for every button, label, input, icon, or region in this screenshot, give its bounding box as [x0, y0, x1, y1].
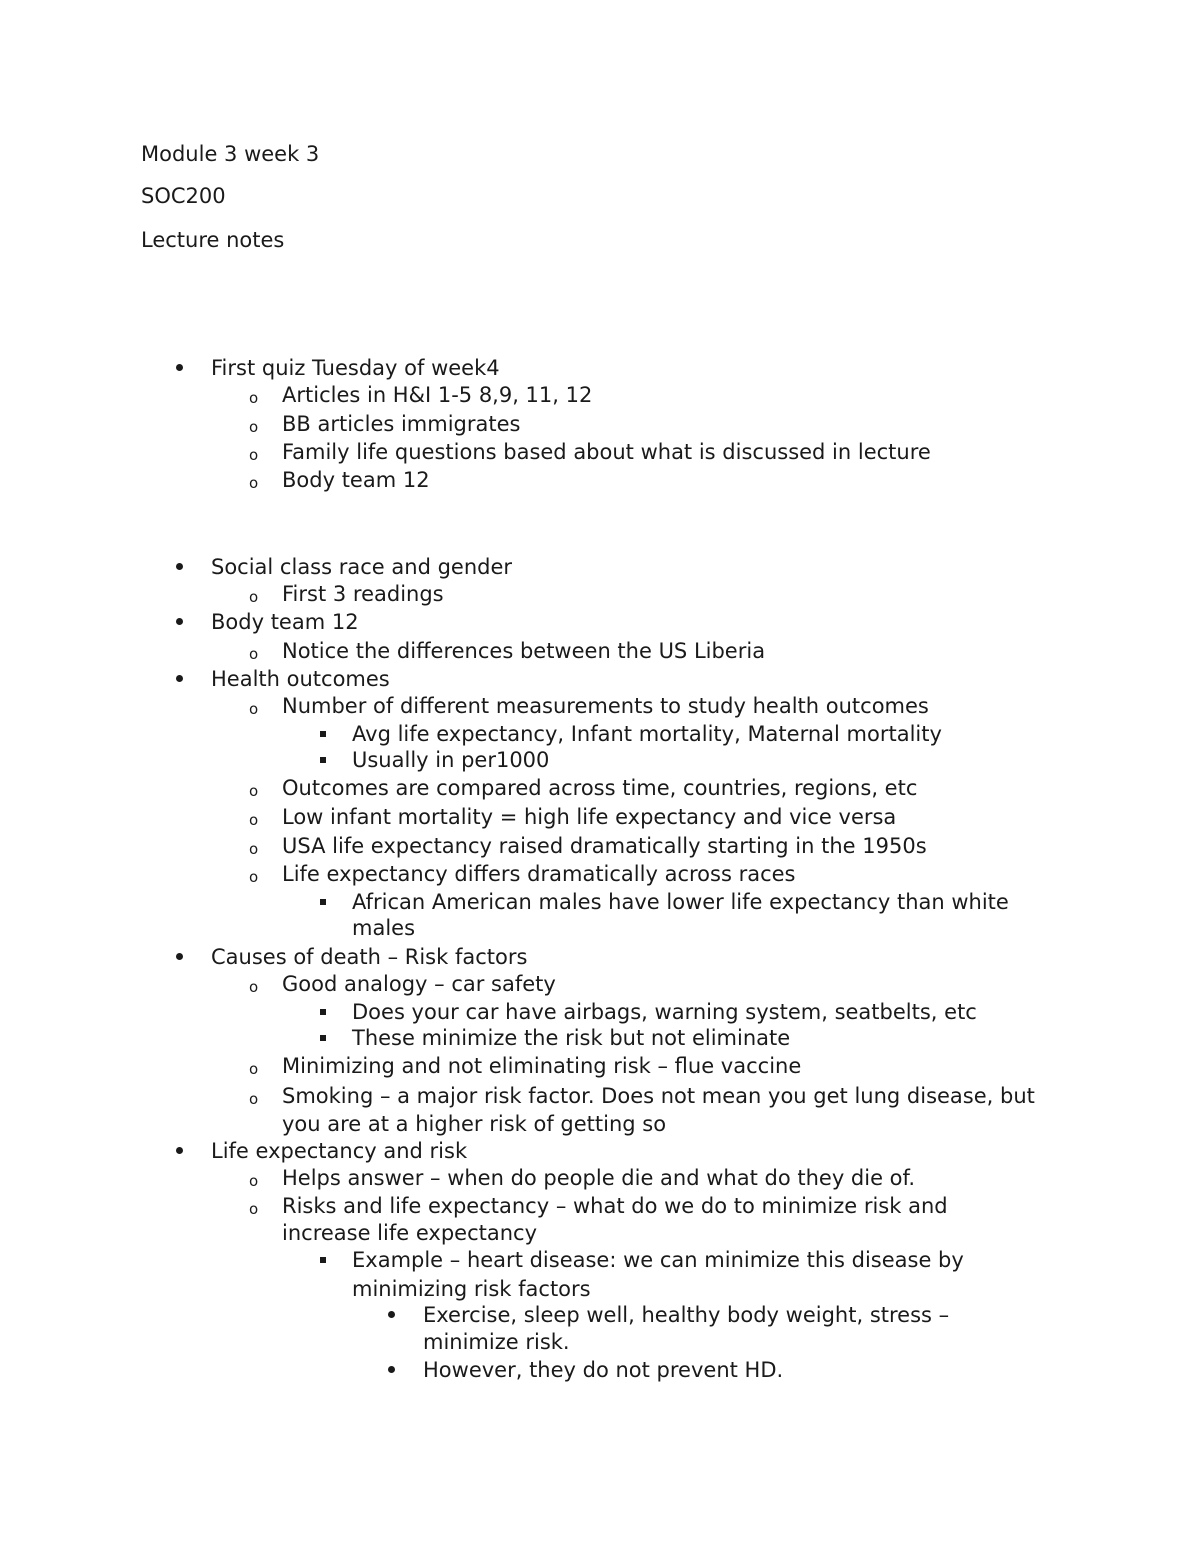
bullet-circle-icon: o	[249, 840, 259, 858]
bullet-dot-icon	[176, 1147, 183, 1154]
bullet-circle-icon: o	[249, 389, 259, 407]
list-item: However, they do not prevent HD.	[423, 1358, 784, 1382]
list-item: Exercise, sleep well, healthy body weight, stress –	[423, 1303, 950, 1327]
list-item: males	[352, 916, 416, 940]
bullet-circle-icon: o	[249, 418, 259, 436]
doc-subtitle: Lecture notes	[141, 228, 285, 252]
bullet-circle-icon: o	[249, 782, 259, 800]
list-item: Minimizing and not eliminating risk – flue vaccine	[282, 1054, 802, 1078]
course-code: SOC200	[141, 184, 226, 208]
list-item: Body team 12	[282, 468, 430, 492]
bullet-dot-icon	[388, 1311, 395, 1318]
bullet-circle-icon: o	[249, 1060, 259, 1078]
bullet-circle-icon: o	[249, 978, 259, 996]
list-item: Risks and life expectancy – what do we do to minimize risk and	[282, 1194, 948, 1218]
list-item: Smoking – a major risk factor. Does not mean you get lung disease, but	[282, 1084, 1035, 1108]
list-item: Body team 12	[211, 610, 359, 634]
list-item: First quiz Tuesday of week4	[211, 356, 500, 380]
list-item: Helps answer – when do people die and what do they die of.	[282, 1166, 916, 1190]
bullet-dot-icon	[176, 675, 183, 682]
bullet-circle-icon: o	[249, 868, 259, 886]
bullet-square-icon	[320, 1257, 326, 1263]
list-item: Good analogy – car safety	[282, 972, 556, 996]
list-item: African American males have lower life expectancy than white	[352, 890, 1009, 914]
list-item: Notice the differences between the US Liberia	[282, 639, 766, 663]
bullet-circle-icon: o	[249, 1090, 259, 1108]
list-item: First 3 readings	[282, 582, 444, 606]
bullet-circle-icon: o	[249, 811, 259, 829]
list-item: Usually in per1000	[352, 748, 550, 772]
list-item: Articles in H&I 1-5 8,9, 11, 12	[282, 383, 593, 407]
bullet-square-icon	[320, 1035, 326, 1041]
bullet-square-icon	[320, 899, 326, 905]
list-item: Life expectancy differs dramatically across races	[282, 862, 796, 886]
list-item: Causes of death – Risk factors	[211, 945, 528, 969]
bullet-dot-icon	[176, 953, 183, 960]
bullet-square-icon	[320, 757, 326, 763]
list-item: you are at a higher risk of getting so	[282, 1112, 667, 1136]
list-item: Health outcomes	[211, 667, 390, 691]
list-item: Low infant mortality = high life expectancy and vice versa	[282, 805, 897, 829]
bullet-circle-icon: o	[249, 1200, 259, 1218]
bullet-circle-icon: o	[249, 588, 259, 606]
list-item: minimizing risk factors	[352, 1277, 591, 1301]
list-item: Family life questions based about what is discussed in lecture	[282, 440, 931, 464]
list-item: increase life expectancy	[282, 1221, 538, 1245]
list-item: USA life expectancy raised dramatically starting in the 1950s	[282, 834, 927, 858]
list-item: Social class race and gender	[211, 555, 513, 579]
list-item: Number of different measurements to study health outcomes	[282, 694, 929, 718]
bullet-dot-icon	[176, 563, 183, 570]
bullet-circle-icon: o	[249, 474, 259, 492]
bullet-circle-icon: o	[249, 645, 259, 663]
list-item: These minimize the risk but not eliminate	[352, 1026, 791, 1050]
bullet-circle-icon: o	[249, 1172, 259, 1190]
bullet-dot-icon	[176, 618, 183, 625]
bullet-dot-icon	[176, 364, 183, 371]
bullet-circle-icon: o	[249, 446, 259, 464]
bullet-square-icon	[320, 731, 326, 737]
list-item: Avg life expectancy, Infant mortality, Maternal mortality	[352, 722, 942, 746]
module-title: Module 3 week 3	[141, 142, 320, 166]
bullet-circle-icon: o	[249, 700, 259, 718]
list-item: Does your car have airbags, warning system, seatbelts, etc	[352, 1000, 977, 1024]
list-item: BB articles immigrates	[282, 412, 521, 436]
list-item: Life expectancy and risk	[211, 1139, 468, 1163]
list-item: Outcomes are compared across time, countries, regions, etc	[282, 776, 918, 800]
bullet-square-icon	[320, 1009, 326, 1015]
bullet-dot-icon	[388, 1366, 395, 1373]
list-item: Example – heart disease: we can minimize this disease by	[352, 1248, 964, 1272]
list-item: minimize risk.	[423, 1330, 570, 1354]
